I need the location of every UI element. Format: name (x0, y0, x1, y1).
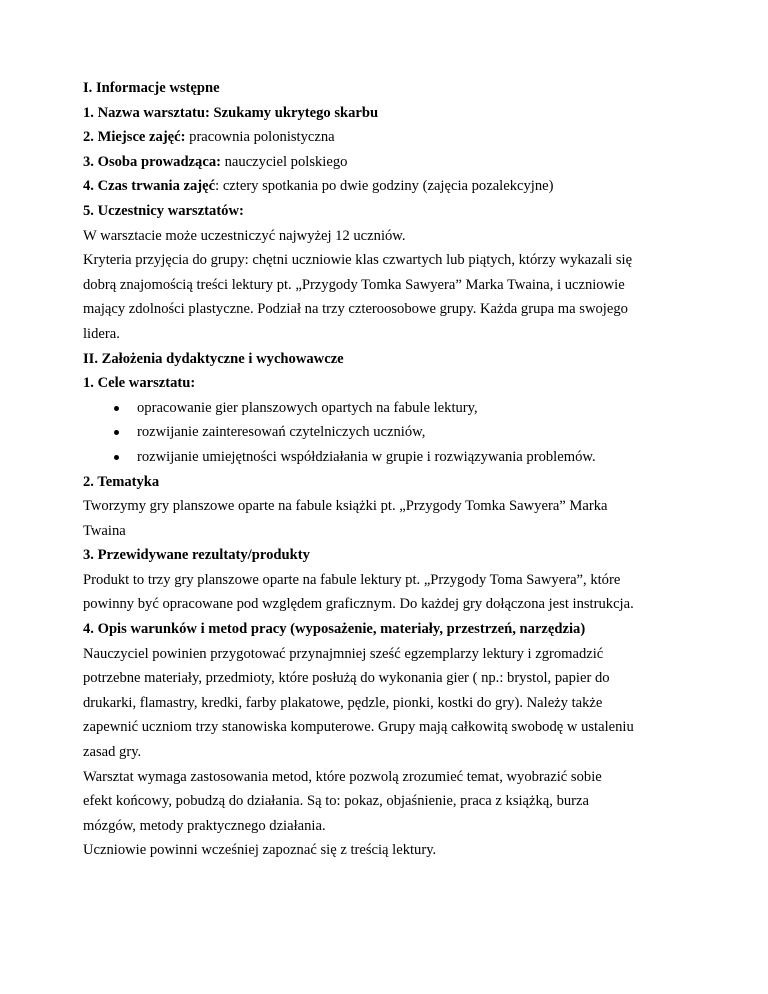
section-heading-intro: I. Informacje wstępne (83, 80, 220, 96)
paragraph-line: Kryteria przyjęcia do grupy: chętni uczniowie klas czwartych lub piątych, którzy wykazali się (83, 252, 633, 269)
workshop-leader (83, 150, 693, 175)
paragraph-line: Tworzymy gry planszowe oparte na fabule książki pt. „Przygody Tomka Sawyera” Marka (83, 498, 608, 515)
goals-list (83, 396, 693, 470)
paragraph-line: mający zdolności plastyczne. Podział na trzy czteroosobowe grupy. Każda grupa ma swojego (83, 301, 628, 318)
paragraph-line: zapewnić uczniom trzy stanowiska komputerowe. Grupy mają całkowitą swobodę w ustaleniu (83, 719, 634, 736)
paragraph-line: zasad gry. (83, 744, 142, 761)
list-item-text: opracowanie gier planszowych opartych na fabule lektury, (137, 399, 478, 416)
value: : cztery spotkania po dwie godziny (zajęcia pozalekcyjne) (215, 178, 554, 195)
list-item (83, 396, 693, 421)
list-item (83, 445, 693, 470)
workshop-place (83, 125, 693, 150)
paragraph-line: Warsztat wymaga zastosowania metod, które pozwolą zrozumieć temat, wyobrazić sobie (83, 768, 602, 785)
bullet-icon (114, 406, 119, 411)
bullet-icon (114, 455, 119, 460)
topic-heading: 2. Tematyka (83, 473, 160, 490)
paragraph-line: Nauczyciel powinien przygotować przynajmniej sześć egzemplarzy lektury i zgromadzić (83, 645, 604, 662)
methods-heading: 4. Opis warunków i metod pracy (wyposażenie, materiały, przestrzeń, narzędzia) (83, 621, 586, 638)
paragraph-line: Produkt to trzy gry planszowe oparte na fabule lektury pt. „Przygody Toma Sawyera”, które (83, 571, 621, 588)
participants-heading: 5. Uczestnicy warsztatów: (83, 202, 244, 219)
section-heading-didactic: II. Założenia dydaktyczne i wychowawcze (83, 350, 344, 367)
bullet-icon (114, 430, 119, 435)
workshop-duration (83, 174, 693, 199)
paragraph-line: powinny być opracowane pod względem graficznym. Do każdej gry dołączona jest instrukcja. (83, 596, 634, 613)
label: 3. Osoba prowadząca: (83, 153, 221, 170)
results-heading: 3. Przewidywane rezultaty/produkty (83, 547, 310, 564)
paragraph-line: efekt końcowy, pobudzą do działania. Są to: pokaz, objaśnienie, praca z książką, burza (83, 793, 589, 810)
paragraph-line: W warsztacie może uczestniczyć najwyżej 12 uczniów. (83, 227, 406, 244)
label: 2. Miejsce zajęć: (83, 129, 186, 146)
document-page (83, 76, 693, 863)
paragraph-line: Twaina (83, 522, 126, 539)
value: nauczyciel polskiego (220, 153, 348, 170)
paragraph-line: drukarki, flamastry, kredki, farby plakatowe, pędzle, pionki, kostki do gry). Należy także (83, 694, 603, 711)
paragraph-line: dobrą znajomością treści lektury pt. „Przygody Tomka Sawyera” Marka Twaina, i uczniowie (83, 276, 625, 293)
paragraph-line: potrzebne materiały, przedmioty, które posłużą do wykonania gier ( np.: brystol, papier do (83, 670, 610, 687)
value: pracownia polonistyczna (185, 129, 335, 146)
goals-heading: 1. Cele warsztatu: (83, 375, 196, 392)
label: 4. Czas trwania zajęć (83, 178, 216, 195)
paragraph-line: lidera. (83, 325, 120, 342)
list-item-text: rozwijanie umiejętności współdziałania w grupie i rozwiązywania problemów. (137, 448, 596, 465)
list-item-text: rozwijanie zainteresowań czytelniczych uczniów, (137, 424, 426, 441)
paragraph-line: Uczniowie powinni wcześniej zapoznać się z treścią lektury. (83, 842, 437, 859)
workshop-name: 1. Nazwa warsztatu: Szukamy ukrytego skarbu (83, 104, 379, 121)
paragraph-line: mózgów, metody praktycznego działania. (83, 817, 326, 834)
list-item (83, 420, 693, 445)
